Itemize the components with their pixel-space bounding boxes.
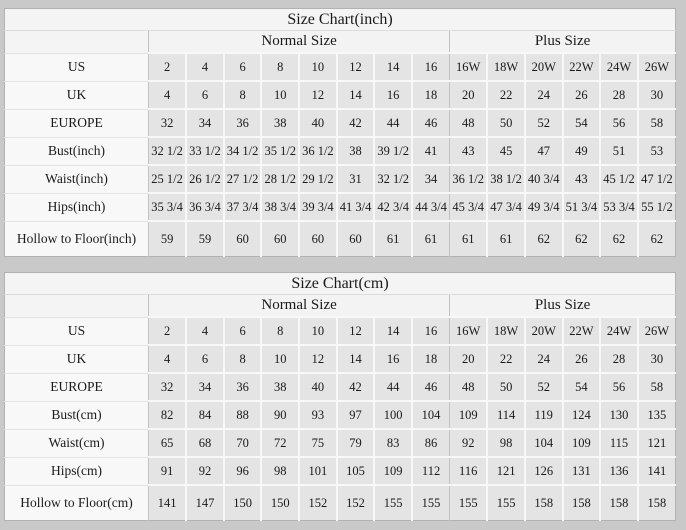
size-cell: 109: [450, 401, 488, 429]
size-cell: 28 1/2: [261, 165, 299, 193]
size-cell: 104: [525, 429, 563, 457]
row-label: Waist(inch): [5, 165, 149, 193]
size-cell: 83: [374, 429, 412, 457]
size-cell: 44: [374, 109, 412, 137]
size-cell: 20: [450, 81, 488, 109]
size-cell: 48: [450, 373, 488, 401]
size-cell: 52: [525, 109, 563, 137]
row-label: Hollow to Floor(inch): [5, 221, 149, 257]
size-cell: 14: [374, 317, 412, 345]
size-cell: 27 1/2: [224, 165, 262, 193]
size-cell: 44: [374, 373, 412, 401]
size-cell: 12: [299, 81, 337, 109]
size-cell: 49: [563, 137, 601, 165]
size-cell: 62: [600, 221, 638, 257]
size-cell: 61: [450, 221, 488, 257]
size-cell: 20W: [525, 53, 563, 81]
row-label: UK: [5, 81, 149, 109]
size-cell: 40: [299, 109, 337, 137]
size-cell: 37 3/4: [224, 193, 262, 221]
size-cell: 93: [299, 401, 337, 429]
table-title: Size Chart(inch): [5, 9, 676, 31]
row-label: EUROPE: [5, 109, 149, 137]
size-cell: 86: [412, 429, 450, 457]
size-cell: 61: [487, 221, 525, 257]
size-cell: 39 1/2: [374, 137, 412, 165]
size-cell: 98: [261, 457, 299, 485]
size-cell: 131: [563, 457, 601, 485]
size-cell: 147: [186, 485, 224, 521]
size-cell: 26W: [638, 317, 676, 345]
size-cell: 82: [149, 401, 187, 429]
size-cell: 56: [600, 109, 638, 137]
size-cell: 62: [525, 221, 563, 257]
size-cell: 16: [412, 317, 450, 345]
size-cell: 34: [186, 109, 224, 137]
size-cell: 34: [412, 165, 450, 193]
size-cell: 116: [450, 457, 488, 485]
size-cell: 24W: [600, 317, 638, 345]
size-cell: 12: [337, 317, 375, 345]
size-cell: 47: [525, 137, 563, 165]
table-row: [5, 193, 676, 221]
size-cell: 48: [450, 109, 488, 137]
size-cell: 4: [149, 81, 187, 109]
size-cell: 8: [224, 81, 262, 109]
size-cell: 155: [412, 485, 450, 521]
size-cell: 22W: [563, 53, 601, 81]
size-cell: 152: [337, 485, 375, 521]
size-cell: 158: [600, 485, 638, 521]
size-cell: 8: [224, 345, 262, 373]
size-cell: 43: [450, 137, 488, 165]
corner-cell: [5, 31, 149, 54]
size-cell: 65: [149, 429, 187, 457]
size-cell: 114: [487, 401, 525, 429]
size-cell: 8: [261, 317, 299, 345]
table-row: [5, 221, 676, 257]
size-cell: 22: [487, 81, 525, 109]
size-cell: 4: [149, 345, 187, 373]
size-cell: 41 3/4: [337, 193, 375, 221]
size-cell: 150: [261, 485, 299, 521]
size-cell: 30: [638, 81, 676, 109]
size-cell: 105: [337, 457, 375, 485]
size-cell: 36 1/2: [299, 137, 337, 165]
table-row: [5, 429, 676, 457]
size-cell: 38: [261, 373, 299, 401]
table-row: [5, 53, 676, 81]
size-cell: 46: [412, 109, 450, 137]
table-title-row: [5, 9, 676, 31]
size-cell: 45 1/2: [600, 165, 638, 193]
size-cell: 16: [374, 81, 412, 109]
size-cell: 16: [374, 345, 412, 373]
row-label: US: [5, 53, 149, 81]
size-cell: 10: [299, 53, 337, 81]
size-cell: 70: [224, 429, 262, 457]
row-label: US: [5, 317, 149, 345]
size-cell: 24: [525, 345, 563, 373]
size-cell: 158: [563, 485, 601, 521]
size-cell: 150: [224, 485, 262, 521]
size-cell: 124: [563, 401, 601, 429]
group-header-plus-size: Plus Size: [450, 295, 676, 318]
size-cell: 20: [450, 345, 488, 373]
size-cell: 61: [412, 221, 450, 257]
size-cell: 38: [337, 137, 375, 165]
size-cell: 60: [261, 221, 299, 257]
size-cell: 101: [299, 457, 337, 485]
size-cell: 14: [337, 81, 375, 109]
size-cell: 34: [186, 373, 224, 401]
size-cell: 43: [563, 165, 601, 193]
table-row: [5, 485, 676, 521]
size-cell: 92: [186, 457, 224, 485]
table-row: [5, 137, 676, 165]
table-row: [5, 457, 676, 485]
size-cell: 16W: [450, 317, 488, 345]
size-cell: 32 1/2: [374, 165, 412, 193]
size-cell: 79: [337, 429, 375, 457]
size-cell: 104: [412, 401, 450, 429]
size-cell: 121: [638, 429, 676, 457]
table-row: [5, 345, 676, 373]
size-cell: 32: [149, 373, 187, 401]
size-cell: 35 3/4: [149, 193, 187, 221]
size-cell: 97: [337, 401, 375, 429]
size-cell: 47 1/2: [638, 165, 676, 193]
size-cell: 60: [337, 221, 375, 257]
size-cell: 45 3/4: [450, 193, 488, 221]
size-cell: 68: [186, 429, 224, 457]
size-cell: 136: [600, 457, 638, 485]
size-cell: 14: [374, 53, 412, 81]
size-cell: 55 1/2: [638, 193, 676, 221]
size-cell: 126: [525, 457, 563, 485]
table-row: [5, 373, 676, 401]
size-cell: 8: [261, 53, 299, 81]
size-cell: 34 1/2: [224, 137, 262, 165]
size-cell: 54: [563, 109, 601, 137]
size-cell: 155: [374, 485, 412, 521]
size-cell: 109: [374, 457, 412, 485]
row-label: EUROPE: [5, 373, 149, 401]
size-cell: 10: [261, 81, 299, 109]
size-cell: 96: [224, 457, 262, 485]
size-cell: 115: [600, 429, 638, 457]
group-header-normal-size: Normal Size: [149, 31, 450, 54]
size-cell: 16W: [450, 53, 488, 81]
size-cell: 40: [299, 373, 337, 401]
size-cell: 51: [600, 137, 638, 165]
table-row: [5, 317, 676, 345]
table-title: Size Chart(cm): [5, 273, 676, 295]
table-title-row: [5, 273, 676, 295]
size-cell: 75: [299, 429, 337, 457]
size-cell: 152: [299, 485, 337, 521]
size-cell: 44 3/4: [412, 193, 450, 221]
size-cell: 51 3/4: [563, 193, 601, 221]
size-cell: 38 1/2: [487, 165, 525, 193]
size-cell: 18: [412, 81, 450, 109]
size-cell: 4: [186, 317, 224, 345]
size-cell: 26: [563, 345, 601, 373]
size-cell: 28: [600, 81, 638, 109]
size-cell: 26W: [638, 53, 676, 81]
row-label: Hollow to Floor(cm): [5, 485, 149, 521]
size-cell: 100: [374, 401, 412, 429]
size-cell: 56: [600, 373, 638, 401]
size-cell: 20W: [525, 317, 563, 345]
size-cell: 24W: [600, 53, 638, 81]
size-cell: 33 1/2: [186, 137, 224, 165]
size-cell: 30: [638, 345, 676, 373]
size-cell: 141: [149, 485, 187, 521]
size-cell: 18: [412, 345, 450, 373]
size-cell: 91: [149, 457, 187, 485]
size-cell: 42 3/4: [374, 193, 412, 221]
size-cell: 109: [563, 429, 601, 457]
row-label: Hips(inch): [5, 193, 149, 221]
table-row: [5, 165, 676, 193]
size-cell: 42: [337, 109, 375, 137]
size-cell: 58: [638, 373, 676, 401]
size-cell: 41: [412, 137, 450, 165]
size-cell: 6: [186, 81, 224, 109]
size-cell: 119: [525, 401, 563, 429]
size-cell: 88: [224, 401, 262, 429]
size-cell: 53 3/4: [600, 193, 638, 221]
size-cell: 26 1/2: [186, 165, 224, 193]
row-label: Hips(cm): [5, 457, 149, 485]
size-cell: 25 1/2: [149, 165, 187, 193]
size-cell: 62: [563, 221, 601, 257]
table-row: [5, 81, 676, 109]
size-cell: 16: [412, 53, 450, 81]
size-cell: 141: [638, 457, 676, 485]
size-cell: 31: [337, 165, 375, 193]
size-cell: 22W: [563, 317, 601, 345]
size-cell: 22: [487, 345, 525, 373]
size-cell: 72: [261, 429, 299, 457]
row-label: UK: [5, 345, 149, 373]
size-cell: 130: [600, 401, 638, 429]
size-cell: 36: [224, 373, 262, 401]
size-cell: 84: [186, 401, 224, 429]
size-chart-table-cm: [4, 272, 676, 521]
size-cell: 60: [299, 221, 337, 257]
row-label: Bust(cm): [5, 401, 149, 429]
size-cell: 59: [149, 221, 187, 257]
size-cell: 18W: [487, 317, 525, 345]
size-cell: 26: [563, 81, 601, 109]
size-cell: 14: [337, 345, 375, 373]
group-header-plus-size: Plus Size: [450, 31, 676, 54]
size-cell: 49 3/4: [525, 193, 563, 221]
size-cell: 135: [638, 401, 676, 429]
size-cell: 50: [487, 109, 525, 137]
size-cell: 32: [149, 109, 187, 137]
size-cell: 45: [487, 137, 525, 165]
size-cell: 155: [487, 485, 525, 521]
size-cell: 39 3/4: [299, 193, 337, 221]
size-cell: 155: [450, 485, 488, 521]
size-cell: 6: [186, 345, 224, 373]
size-cell: 10: [261, 345, 299, 373]
size-cell: 61: [374, 221, 412, 257]
size-cell: 36 3/4: [186, 193, 224, 221]
size-cell: 47 3/4: [487, 193, 525, 221]
size-cell: 6: [224, 53, 262, 81]
size-cell: 52: [525, 373, 563, 401]
size-cell: 121: [487, 457, 525, 485]
size-cell: 158: [525, 485, 563, 521]
size-cell: 60: [224, 221, 262, 257]
group-header-normal-size: Normal Size: [149, 295, 450, 318]
size-cell: 59: [186, 221, 224, 257]
corner-cell: [5, 295, 149, 318]
size-cell: 36: [224, 109, 262, 137]
size-cell: 24: [525, 81, 563, 109]
table-row: [5, 109, 676, 137]
size-cell: 35 1/2: [261, 137, 299, 165]
size-cell: 12: [337, 53, 375, 81]
size-cell: 90: [261, 401, 299, 429]
size-cell: 2: [149, 53, 187, 81]
size-cell: 40 3/4: [525, 165, 563, 193]
group-header-row: [5, 31, 676, 54]
size-cell: 46: [412, 373, 450, 401]
row-label: Bust(inch): [5, 137, 149, 165]
table-row: [5, 401, 676, 429]
size-cell: 112: [412, 457, 450, 485]
size-cell: 12: [299, 345, 337, 373]
size-cell: 158: [638, 485, 676, 521]
size-chart-table-inch: [4, 8, 676, 257]
size-cell: 2: [149, 317, 187, 345]
size-cell: 28: [600, 345, 638, 373]
row-label: Waist(cm): [5, 429, 149, 457]
size-cell: 54: [563, 373, 601, 401]
size-cell: 42: [337, 373, 375, 401]
size-cell: 29 1/2: [299, 165, 337, 193]
size-cell: 98: [487, 429, 525, 457]
size-cell: 92: [450, 429, 488, 457]
size-cell: 38 3/4: [261, 193, 299, 221]
size-cell: 32 1/2: [149, 137, 187, 165]
size-cell: 38: [261, 109, 299, 137]
size-cell: 50: [487, 373, 525, 401]
size-cell: 4: [186, 53, 224, 81]
size-cell: 58: [638, 109, 676, 137]
size-cell: 36 1/2: [450, 165, 488, 193]
size-cell: 10: [299, 317, 337, 345]
size-cell: 53: [638, 137, 676, 165]
size-cell: 62: [638, 221, 676, 257]
size-cell: 6: [224, 317, 262, 345]
group-header-row: [5, 295, 676, 318]
size-cell: 18W: [487, 53, 525, 81]
